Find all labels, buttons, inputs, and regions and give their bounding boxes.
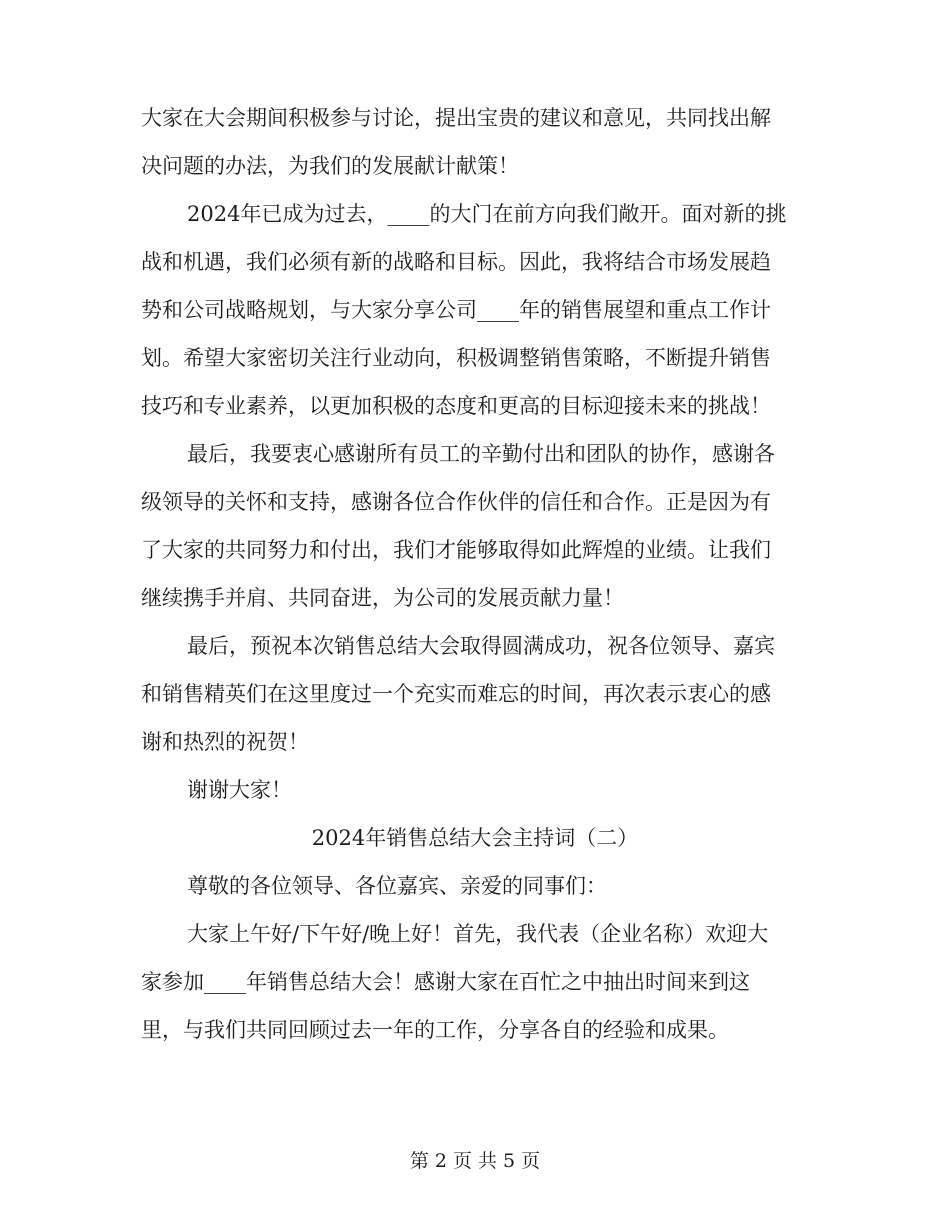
body-text-line: 谢和热烈的祝贺！: [141, 730, 309, 754]
body-text-line: 里，与我们共同回顾过去一年的工作，分享各自的经验和成果。: [141, 1018, 729, 1042]
body-text-line: 尊敬的各位领导、各位嘉宾、亲爱的同事们：: [187, 874, 607, 898]
section-heading: 2024年销售总结大会主持词（二）: [311, 826, 639, 850]
body-text-line: 和销售精英们在这里度过一个充实而难忘的时间，再次表示衷心的感: [141, 682, 771, 706]
body-text-line: 家参加____年销售总结大会！感谢大家在百忙之中抽出时间来到这: [141, 970, 750, 994]
body-text-line: 谢谢大家！: [187, 778, 292, 802]
body-text-line: 最后，我要衷心感谢所有员工的辛勤付出和团队的协作，感谢各: [187, 442, 775, 466]
body-text-line: 了大家的共同努力和付出，我们才能够取得如此辉煌的业绩。让我们: [141, 538, 771, 562]
body-text-line: 技巧和专业素养，以更加积极的态度和更高的目标迎接未来的挑战！: [141, 394, 771, 418]
body-text-line: 划。希望大家密切关注行业动向，积极调整销售策略，不断提升销售: [141, 346, 771, 370]
body-text-line: 级领导的关怀和支持，感谢各位合作伙伴的信任和合作。正是因为有: [141, 490, 771, 514]
body-text-line: 大家在大会期间积极参与讨论，提出宝贵的建议和意见，共同找出解: [141, 106, 771, 130]
body-text-line: 势和公司战略规划，与大家分享公司____年的销售展望和重点工作计: [141, 298, 771, 322]
body-text-line: 2024年已成为过去，____的大门在前方向我们敞开。面对新的挑: [187, 202, 787, 226]
body-text-line: 继续携手并肩、共同奋进，为公司的发展贡献力量！: [141, 586, 624, 610]
page-number-footer: 第 2 页 共 5 页: [409, 1150, 541, 1172]
body-text-line: 战和机遇，我们必须有新的战略和目标。因此，我将结合市场发展趋: [141, 250, 771, 274]
body-text-line: 决问题的办法，为我们的发展献计献策！: [141, 154, 519, 178]
body-text-line: 大家上午好/下午好/晚上好！首先，我代表（企业名称）欢迎大: [187, 922, 769, 946]
body-text-line: 最后，预祝本次销售总结大会取得圆满成功，祝各位领导、嘉宾: [187, 634, 775, 658]
